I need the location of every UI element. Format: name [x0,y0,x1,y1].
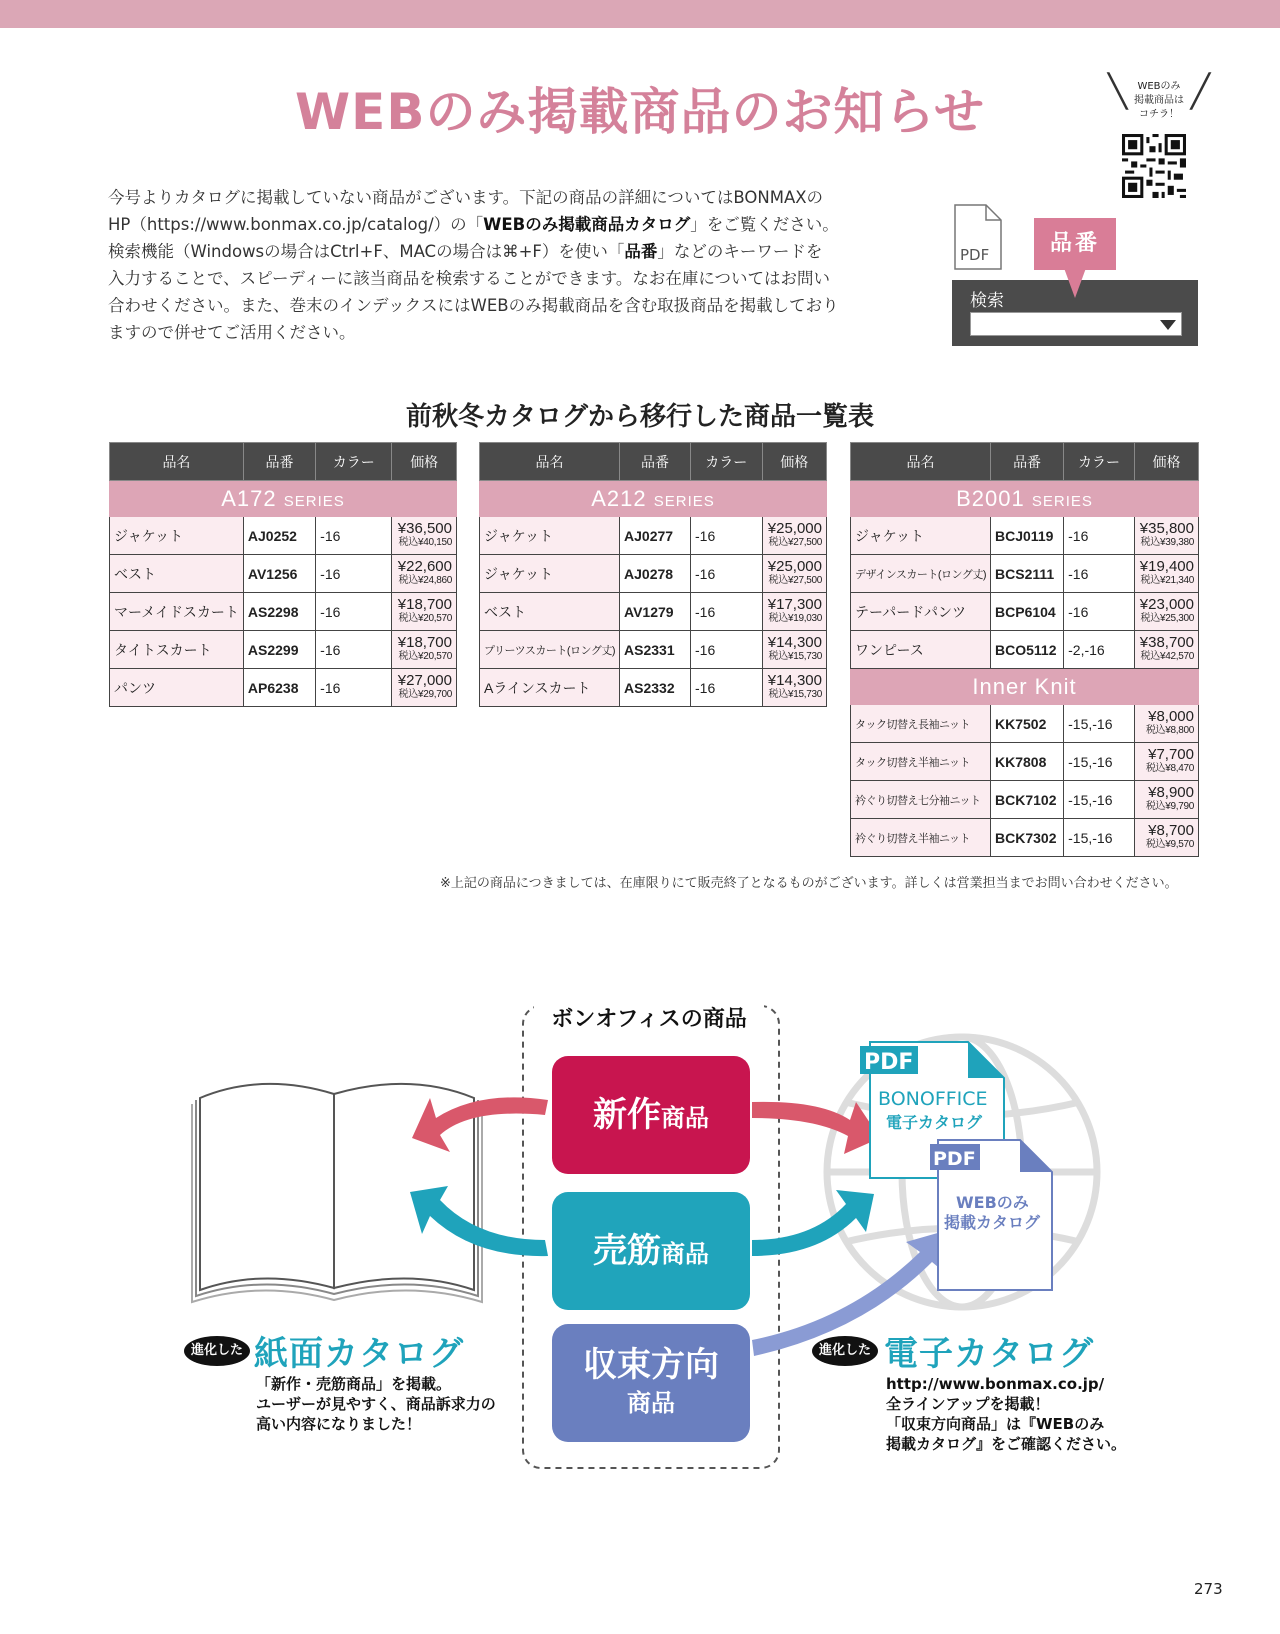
item-name: Aラインスカート [480,669,620,707]
series-label [480,481,827,517]
tax-price: 税込¥24,860 [398,574,452,586]
item-name: ベスト [110,555,244,593]
tax-price: 税込¥8,470 [1145,762,1194,774]
pdf2-line2: 掲載カタログ [944,1213,1041,1232]
series-name: A212 [591,485,647,511]
tax-price: 税込¥39,380 [1140,536,1194,548]
item-name: デザインスカート(ロング丈) [851,555,991,593]
intro-line [108,238,916,265]
page-number: 273 [1194,1580,1223,1598]
paper-catalog-title: 紙面カタログ [254,1334,464,1374]
item-name: ジャケット [851,517,991,555]
item-price [392,593,457,631]
product-table-a212 [479,442,827,707]
series-name: A172 [221,485,277,511]
new-label: 新作 [593,1095,661,1135]
item-code: BCK7102 [991,781,1064,819]
item-code: AJ0252 [243,517,315,555]
item-color: -16 [691,517,763,555]
col-price: 価格 [762,443,826,481]
product-table-b2001 [850,442,1199,857]
item-code: AJ0277 [620,517,691,555]
series-row [480,481,827,517]
desc-line: 「収束方向商品」は『WEBのみ [886,1415,1105,1433]
intro-line: 今号よりカタログに掲載していない商品がございます。下記の商品の詳細についてはBONMAXの [108,188,824,207]
qr-caption-line: コチラ！ [1139,109,1179,120]
item-price [762,593,826,631]
pdf-label: PDF [960,246,990,264]
item-color: -16 [316,517,392,555]
item-price [1134,631,1198,669]
item-price [1134,743,1198,781]
search-select[interactable] [970,312,1182,336]
item-price [1134,819,1198,857]
tax-price: 税込¥27,500 [768,536,822,548]
intro-text: 」をご覧ください。 [690,215,839,234]
price: ¥17,300 [767,595,822,613]
item-name: ジャケット [480,555,620,593]
pdf1-line1: BONOFFICE [878,1088,988,1110]
table-row [480,669,827,707]
table-row [851,743,1199,781]
new-products-box [552,1056,750,1174]
conv-label: 収束方向 [583,1345,719,1385]
pdf1-tag: PDF [864,1050,914,1075]
top-color-bar [0,0,1280,28]
e-catalog-desc [886,1374,1126,1454]
item-price [392,669,457,707]
series-label [851,481,1199,517]
intro-text: 」などのキーワードを [657,242,823,261]
table-row [110,669,457,707]
series-label [110,481,457,517]
qr-code-icon[interactable] [1122,134,1186,198]
item-color: -16 [691,631,763,669]
item-price [1134,517,1198,555]
e-catalog-title: 電子カタログ [884,1334,1094,1374]
desc-line: 全ラインアップを掲載！ [886,1395,1050,1413]
table-row [110,517,457,555]
item-price [762,517,826,555]
price: ¥25,000 [767,557,822,575]
item-color: -16 [691,555,763,593]
desc-line: 掲載カタログ』をご確認ください。 [886,1435,1127,1453]
item-name: タック切替え半袖ニット [851,743,991,781]
item-color: -16 [316,669,392,707]
intro-line: ますので併せてご活用ください。 [108,323,356,342]
tax-price: 税込¥20,570 [398,650,452,662]
item-color: -16 [691,669,763,707]
paper-catalog-desc [256,1374,496,1434]
item-code: AV1279 [620,593,691,631]
table-row [851,555,1199,593]
price: ¥19,400 [1139,557,1194,575]
table-row [851,781,1199,819]
badge-pointer [1064,268,1086,298]
price: ¥35,800 [1139,519,1194,537]
item-price [1134,593,1198,631]
series-name: B2001 [956,485,1025,511]
item-code: BCO5112 [991,631,1064,669]
item-price [1134,705,1198,743]
pdf2-line1: WEBのみ [956,1193,1029,1212]
converging-products-box [552,1324,750,1442]
table-row [110,593,457,631]
series-row [110,481,457,517]
left-badge: 進化した [184,1336,250,1366]
dropdown-arrow-icon[interactable] [1160,320,1176,330]
item-name: マーメイドスカート [110,593,244,631]
intro-text: HP（https://www.bonmax.co.jp/catalog/）の「 [108,215,484,234]
price: ¥8,900 [1148,783,1194,801]
search-label: 検索 [970,291,1004,311]
item-color: -16 [316,555,392,593]
desc-line: ユーザーが見やすく、商品訴求力の [256,1395,496,1413]
item-color: -16 [691,593,763,631]
right-badge: 進化した [812,1336,878,1366]
item-price [762,631,826,669]
desc-line: 高い内容になりました！ [256,1415,422,1433]
item-price [762,555,826,593]
intro-paragraph [108,184,916,346]
item-name: タイトスカート [110,631,244,669]
table-row [851,819,1199,857]
item-name: 衿ぐり切替え半袖ニット [851,819,991,857]
table-row [480,593,827,631]
price: ¥23,000 [1139,595,1194,613]
caption-slash-left: ╲ [1108,72,1128,110]
item-color: -16 [1064,555,1135,593]
price: ¥18,700 [397,595,452,613]
intro-text: 検索機能（Windowsの場合はCtrl+F、MACの場合は⌘+F）を使い「 [108,242,625,261]
hinban-highlight: 品番 [624,242,658,261]
pdf1-line2: 電子カタログ [886,1113,983,1132]
item-name: ワンピース [851,631,991,669]
item-name: ジャケット [110,517,244,555]
series-row [851,669,1199,705]
table-row [110,631,457,669]
tax-price: 税込¥15,730 [768,688,822,700]
pdf2-tag: PDF [933,1148,976,1170]
item-color: -16 [316,631,392,669]
price: ¥18,700 [397,633,452,651]
table-row [851,517,1199,555]
tax-price: 税込¥15,730 [768,650,822,662]
price: ¥22,600 [397,557,452,575]
qr-caption [1108,72,1210,122]
item-name: パンツ [110,669,244,707]
item-color: -15,-16 [1064,819,1135,857]
item-name: タック切替え長袖ニット [851,705,991,743]
table-row [480,555,827,593]
caption-slash-right: ╱ [1190,72,1210,110]
center-title: ボンオフィスの商品 [534,1002,764,1033]
tax-price: 税込¥25,300 [1140,612,1194,624]
tax-price: 税込¥19,030 [768,612,822,624]
price: ¥38,700 [1139,633,1194,651]
price: ¥25,000 [767,519,822,537]
arrow-sell-to-pdf [752,1190,874,1256]
series-row [851,481,1199,517]
price: ¥7,700 [1148,745,1194,763]
col-price: 価格 [392,443,457,481]
new-suffix: 商品 [661,1104,709,1132]
col-name: 品名 [480,443,620,481]
item-price [392,555,457,593]
table-header [480,443,827,481]
item-code: AS2331 [620,631,691,669]
item-price [392,631,457,669]
product-table-a172 [109,442,457,707]
col-code: 品番 [991,443,1064,481]
col-price: 価格 [1134,443,1198,481]
tax-price: 税込¥27,500 [768,574,822,586]
item-code: AJ0278 [620,555,691,593]
item-color: -16 [316,593,392,631]
bestseller-products-box [552,1192,750,1310]
series-suffix: SERIES [653,492,715,510]
qr-caption-line: 掲載商品は [1134,95,1184,106]
tax-price: 税込¥29,700 [398,688,452,700]
price: ¥14,300 [767,633,822,651]
item-code: AV1256 [243,555,315,593]
desc-line: 「新作・売筋商品」を掲載。 [256,1375,452,1393]
tax-price: 税込¥9,790 [1145,800,1194,812]
col-color: カラー [691,443,763,481]
conv-suffix: 商品 [627,1389,675,1417]
price: ¥27,000 [397,671,452,689]
item-code: BCJ0119 [991,517,1064,555]
table-header [110,443,457,481]
item-code: BCS2111 [991,555,1064,593]
series-label: Inner Knit [851,669,1199,705]
item-code: KK7808 [991,743,1064,781]
catalog-url[interactable]: http://www.bonmax.co.jp/ [886,1375,1105,1393]
item-name: ベスト [480,593,620,631]
page-title: WEBのみ掲載商品のお知らせ [295,83,985,141]
item-name: ジャケット [480,517,620,555]
item-code: BCP6104 [991,593,1064,631]
item-code: BCK7302 [991,819,1064,857]
item-price [762,669,826,707]
intro-line [108,211,916,238]
col-name: 品名 [110,443,244,481]
item-color: -15,-16 [1064,743,1135,781]
table-row [851,593,1199,631]
arrow-new-to-pdf [752,1102,880,1154]
tax-price: 税込¥9,570 [1145,838,1194,850]
table-row [851,631,1199,669]
series-suffix: SERIES [283,492,345,510]
item-name: テーパードパンツ [851,593,991,631]
item-name: 衿ぐり切替え七分袖ニット [851,781,991,819]
tax-price: 税込¥42,570 [1140,650,1194,662]
tax-price: 税込¥21,340 [1140,574,1194,586]
item-color: -15,-16 [1064,781,1135,819]
tax-price: 税込¥20,570 [398,612,452,624]
price: ¥8,000 [1148,707,1194,725]
col-color: カラー [1064,443,1135,481]
item-code: KK7502 [991,705,1064,743]
sell-label: 売筋 [593,1231,661,1271]
tax-price: 税込¥8,800 [1145,724,1194,736]
item-code: AS2332 [620,669,691,707]
item-name: プリーツスカート(ロング丈) [480,631,620,669]
col-code: 品番 [243,443,315,481]
table-header [851,443,1199,481]
tax-price: 税込¥40,150 [398,536,452,548]
web-catalog-highlight: WEBのみ掲載商品カタログ [483,215,691,234]
price: ¥36,500 [397,519,452,537]
table-row [480,517,827,555]
item-price [392,517,457,555]
item-code: AP6238 [243,669,315,707]
item-code: AS2299 [243,631,315,669]
item-color: -15,-16 [1064,705,1135,743]
price: ¥8,700 [1148,821,1194,839]
col-name: 品名 [851,443,991,481]
hinban-badge: 品番 [1034,218,1116,270]
footnote: ※上記の商品につきましては、在庫限りにて販売終了となるものがございます。詳しくは営業担当までお問い合わせください。 [440,876,1178,891]
intro-line: 合わせください。また、巻末のインデックスにはWEBのみ掲載商品を含む取扱商品を掲載しており [108,296,839,315]
item-color: -16 [1064,517,1135,555]
table-row [851,705,1199,743]
item-price [1134,781,1198,819]
item-color: -2,-16 [1064,631,1135,669]
series-suffix: SERIES [1031,492,1093,510]
intro-line: 入力することで、スピーディーに該当商品を検索することができます。なお在庫についてはお問い [108,269,831,288]
item-price [1134,555,1198,593]
table-row [110,555,457,593]
item-code: AS2298 [243,593,315,631]
table-row [480,631,827,669]
qr-caption-line: WEBのみ [1137,81,1181,92]
product-list-title: 前秋冬カタログから移行した商品一覧表 [405,402,874,432]
col-code: 品番 [620,443,691,481]
item-color: -16 [1064,593,1135,631]
price: ¥14,300 [767,671,822,689]
col-color: カラー [316,443,392,481]
sell-suffix: 商品 [661,1240,709,1268]
